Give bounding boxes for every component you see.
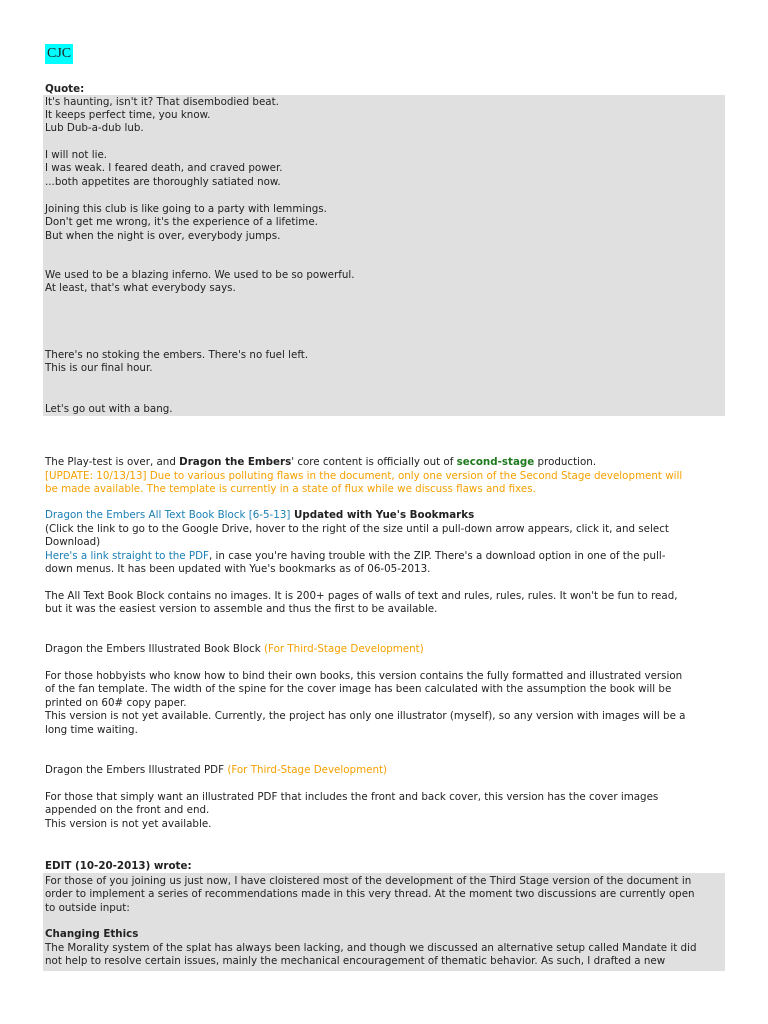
quote-line: Lub Dub-a-dub lub. xyxy=(45,122,144,134)
quote-label: Quote: xyxy=(45,83,85,95)
text-block-heading xyxy=(45,509,474,522)
product-name: Dragon the Embers xyxy=(179,456,292,468)
illustrated-pdf-title: Dragon the Embers Illustrated PDF xyxy=(45,764,228,776)
text-block-desc: but it was the easiest version to assemble and thus the first to be available. xyxy=(45,603,438,615)
pdf-paragraph: down menus. It has been updated with Yue's bookmarks as of 06-05-2013. xyxy=(45,563,431,575)
illustrated-block-text: For those hobbyists who know how to bind their own books, this version contains the fully formatted and illustrated version xyxy=(45,670,683,682)
edit-text: not help to resolve certain issues, mainly the mechanical encouragement of thematic behavior. As such, I drafted a new xyxy=(45,955,666,967)
pdf-paragraph xyxy=(45,550,665,563)
instructions: (Click the link to go to the Google Drive, hover to the right of the size until a pull-down arrow appears, click it, and select xyxy=(45,523,669,535)
illustrated-block-text: printed on 60# copy paper. xyxy=(45,697,187,709)
edit-label: EDIT (10-20-2013) wrote: xyxy=(45,860,192,872)
illustrated-block-text: long time waiting. xyxy=(45,724,138,736)
stage-highlight: second-stage xyxy=(456,456,535,468)
pdf-link[interactable]: Here's a link straight to the PDF xyxy=(45,550,209,562)
illustrated-block-text: of the fan template. The width of the spine for the cover image has been calculated with the assumption the book will be xyxy=(45,683,672,695)
quote-line: At least, that's what everybody says. xyxy=(45,282,236,294)
edit-text: For those of you joining us just now, I have cloistered most of the development of the Third Stage version of the document in xyxy=(45,875,692,887)
edit-text: The Morality system of the splat has always been lacking, and though we discussed an alternative setup called Mandate it did xyxy=(45,942,697,954)
quote-line: ...both appetites are thoroughly satiated now. xyxy=(45,176,281,188)
section-heading: Changing Ethics xyxy=(45,928,139,940)
quote-line: Joining this club is like going to a party with lemmings. xyxy=(45,203,327,215)
intro-paragraph xyxy=(45,456,596,469)
illustrated-block-text: This version is not yet available. Currently, the project has only one illustrator (myself), so any version with images will be a xyxy=(45,710,686,722)
illustrated-pdf-text: For those that simply want an illustrated PDF that includes the front and back cover, this version has the cover images xyxy=(45,791,659,803)
quote-line: But when the night is over, everybody jumps. xyxy=(45,230,281,242)
text-block-desc: The All Text Book Block contains no images. It is 200+ pages of walls of text and rules, rules, rules. It won't be fun to read, xyxy=(45,590,678,602)
text-block-link[interactable]: Dragon the Embers All Text Book Block [6-5-13] xyxy=(45,509,291,521)
author-tag: CJC xyxy=(45,44,73,64)
bookmarks-note: Updated with Yue's Bookmarks xyxy=(290,509,475,521)
stage-note: (For Third-Stage Development) xyxy=(264,643,424,655)
quote-line: It's haunting, isn't it? That disembodied beat. xyxy=(45,96,279,108)
update-notice: be made available. The template is currently in a state of flux while we discuss flaws and fixes. xyxy=(45,483,536,495)
illustrated-pdf-text: appended on the front and end. xyxy=(45,804,210,816)
intro-text: ' core content is officially out of xyxy=(291,456,457,468)
intro-text: production. xyxy=(534,456,597,468)
quote-line: This is our final hour. xyxy=(45,362,153,374)
illustrated-block-heading xyxy=(45,643,424,656)
quote-line: It keeps perfect time, you know. xyxy=(45,109,211,121)
stage-note: (For Third-Stage Development) xyxy=(227,764,388,776)
pdf-text: , in case you're having trouble with the ZIP. There's a download option in one of the pull- xyxy=(208,550,666,562)
update-notice: [UPDATE: 10/13/13] Due to various polluting flaws in the document, only one version of the Second Stage development will xyxy=(45,470,683,482)
edit-text: order to implement a series of recommendations made in this very thread. At the moment two discussions are currently open xyxy=(45,888,695,900)
illustrated-block-title: Dragon the Embers Illustrated Book Block xyxy=(45,643,264,655)
quote-line: Let's go out with a bang. xyxy=(45,403,173,415)
edit-text: to outside input: xyxy=(45,902,130,914)
illustrated-pdf-heading xyxy=(45,764,387,777)
illustrated-pdf-text: This version is not yet available. xyxy=(45,818,212,830)
quote-line: There's no stoking the embers. There's no fuel left. xyxy=(45,349,309,361)
quote-line: Don't get me wrong, it's the experience of a lifetime. xyxy=(45,216,318,228)
quote-line: We used to be a blazing inferno. We used to be so powerful. xyxy=(45,269,355,281)
quote-line: I will not lie. xyxy=(45,149,108,161)
instructions: Download) xyxy=(45,536,101,548)
intro-text: The Play-test is over, and xyxy=(45,456,180,468)
quote-line: I was weak. I feared death, and craved power. xyxy=(45,162,283,174)
